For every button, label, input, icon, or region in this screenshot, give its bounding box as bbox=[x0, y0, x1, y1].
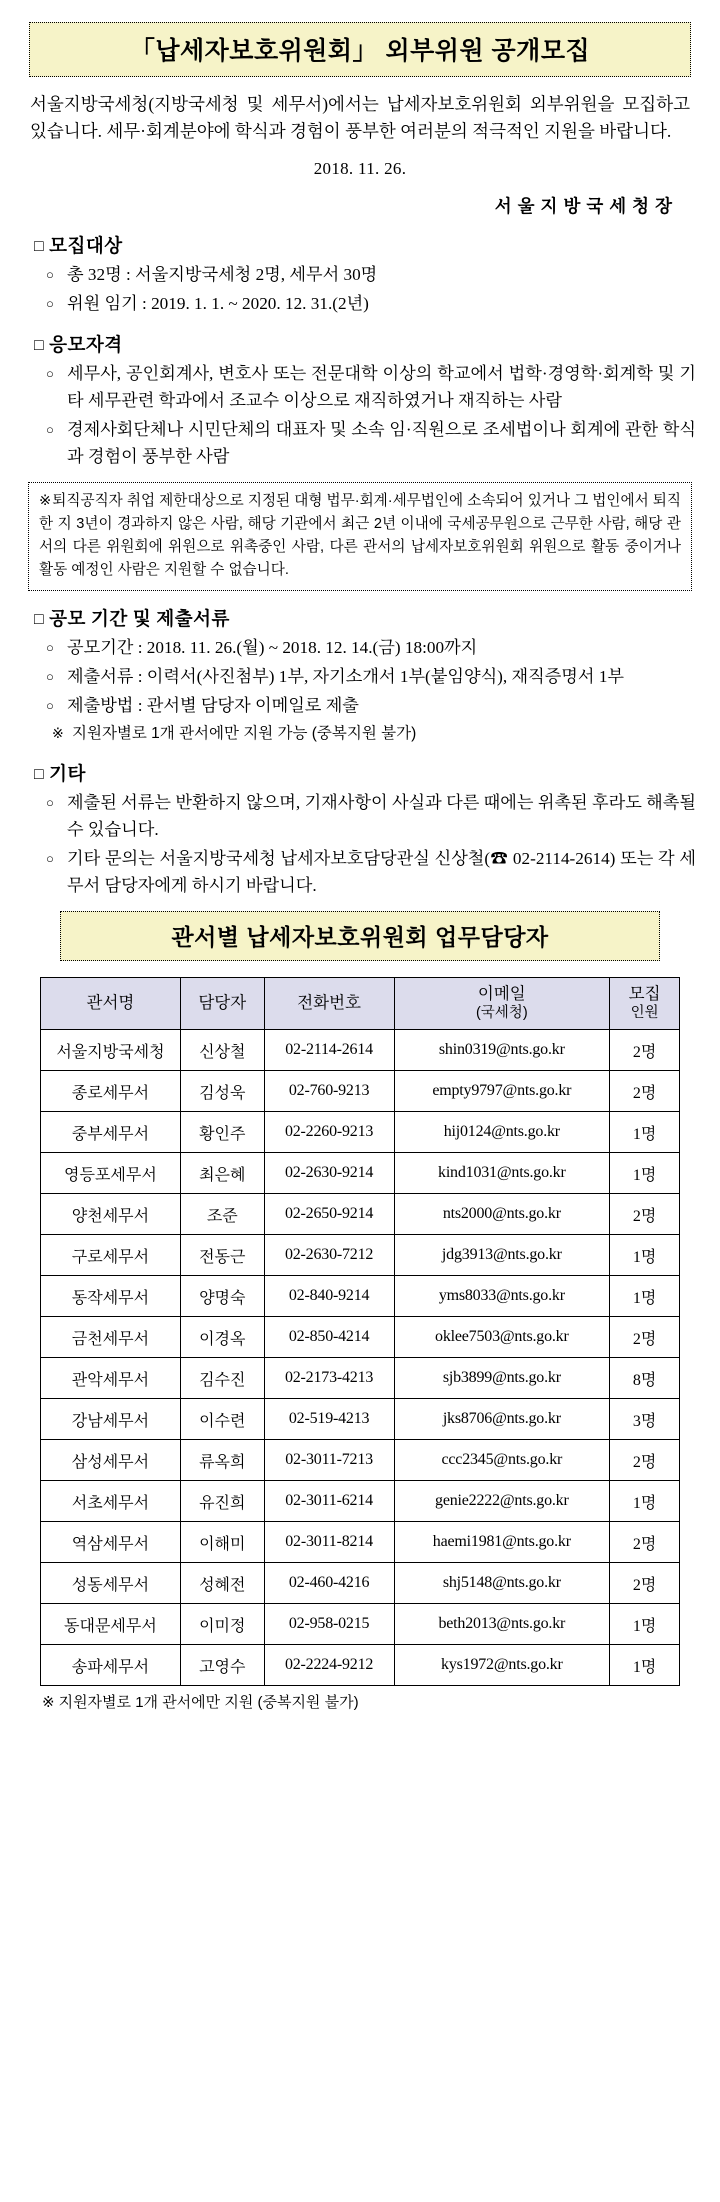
list-item-text: 경제사회단체나 시민단체의 대표자 및 소속 임·직원으로 조세법이나 회계에 관한 학식과 경험이 풍부한 사람 bbox=[67, 420, 696, 466]
cell-email: genie2222@nts.go.kr bbox=[394, 1481, 610, 1522]
cell-person: 이해미 bbox=[180, 1522, 264, 1563]
main-title-banner bbox=[29, 22, 691, 77]
cell-phone: 02-460-4216 bbox=[264, 1563, 394, 1604]
cell-email: hij0124@nts.go.kr bbox=[394, 1112, 610, 1153]
cell-office: 동대문세무서 bbox=[41, 1604, 181, 1645]
square-marker-icon: □ bbox=[34, 611, 45, 628]
section-heading-label: 모집대상 bbox=[49, 237, 123, 257]
list-item-text: 공모기간 : 2018. 11. 26.(월) ~ 2018. 12. 14.(금) 18:00까지 bbox=[67, 638, 478, 657]
cell-count: 1명 bbox=[610, 1235, 680, 1276]
cell-count: 3명 bbox=[610, 1399, 680, 1440]
cell-phone: 02-958-0215 bbox=[264, 1604, 394, 1645]
contacts-table-wrapper bbox=[40, 977, 680, 1686]
cell-count: 1명 bbox=[610, 1481, 680, 1522]
list-item bbox=[34, 261, 696, 288]
cell-person: 성혜전 bbox=[180, 1563, 264, 1604]
table-row bbox=[41, 1112, 680, 1153]
cell-person: 김성욱 bbox=[180, 1071, 264, 1112]
star-marker-icon: ※ bbox=[52, 725, 64, 741]
column-header-count bbox=[610, 978, 680, 1030]
section-heading-label: 공모 기간 및 제출서류 bbox=[49, 610, 230, 630]
table-row bbox=[41, 1235, 680, 1276]
list-item bbox=[34, 360, 696, 414]
table-row bbox=[41, 1153, 680, 1194]
cell-email: shj5148@nts.go.kr bbox=[394, 1563, 610, 1604]
table-body bbox=[41, 1030, 680, 1686]
list-item bbox=[34, 845, 696, 899]
cell-person: 유진희 bbox=[180, 1481, 264, 1522]
application-note-text: 지원자별로 1개 관서에만 지원 가능 (중복지원 불가) bbox=[72, 725, 417, 742]
cell-phone: 02-2650-9214 bbox=[264, 1194, 394, 1235]
cell-phone: 02-2260-9213 bbox=[264, 1112, 394, 1153]
table-footnote bbox=[40, 1691, 680, 1712]
list-item bbox=[34, 692, 696, 719]
cell-office: 성동세무서 bbox=[41, 1563, 181, 1604]
cell-person: 이경옥 bbox=[180, 1317, 264, 1358]
cell-person: 신상철 bbox=[180, 1030, 264, 1071]
intro-paragraph: 서울지방국세청(지방국세청 및 세무서)에서는 납세자보호위원회 외부위원을 모집하고 있습니다. 세무·회계분야에 학식과 경험이 풍부한 여러분의 적극적인 지원을 바랍니다. bbox=[30, 94, 690, 141]
column-header-count-sublabel: 인원 bbox=[630, 1004, 659, 1021]
cell-person: 고영수 bbox=[180, 1645, 264, 1686]
cell-email: shin0319@nts.go.kr bbox=[394, 1030, 610, 1071]
table-row bbox=[41, 1563, 680, 1604]
square-marker-icon: □ bbox=[34, 337, 45, 354]
cell-count: 2명 bbox=[610, 1317, 680, 1358]
circle-marker-icon: ○ bbox=[46, 640, 54, 655]
circle-marker-icon: ○ bbox=[46, 795, 54, 810]
table-row bbox=[41, 1481, 680, 1522]
cell-office: 구로세무서 bbox=[41, 1235, 181, 1276]
column-header-email-label: 이메일 bbox=[477, 984, 526, 1003]
table-row bbox=[41, 1276, 680, 1317]
cell-office: 관악세무서 bbox=[41, 1358, 181, 1399]
column-header-phone bbox=[264, 978, 394, 1030]
cell-email: kind1031@nts.go.kr bbox=[394, 1153, 610, 1194]
main-title-text: 「납세자보호위원회」 외부위원 공개모집 bbox=[129, 37, 591, 65]
table-row bbox=[41, 1399, 680, 1440]
list-item bbox=[34, 290, 696, 317]
column-header-email-sublabel: (국세청) bbox=[475, 1004, 528, 1021]
cell-office: 서울지방국세청 bbox=[41, 1030, 181, 1071]
cell-office: 역삼세무서 bbox=[41, 1522, 181, 1563]
cell-person: 이수련 bbox=[180, 1399, 264, 1440]
restriction-notice-box bbox=[28, 482, 692, 591]
list-item-text: 제출서류 : 이력서(사진첨부) 1부, 자기소개서 1부(붙임양식), 재직증명서 1부 bbox=[67, 667, 625, 686]
list-item bbox=[34, 634, 696, 661]
cell-office: 서초세무서 bbox=[41, 1481, 181, 1522]
document-page bbox=[0, 22, 720, 2202]
cell-email: beth2013@nts.go.kr bbox=[394, 1604, 610, 1645]
table-row bbox=[41, 1645, 680, 1686]
column-header-office-label: 관서명 bbox=[86, 994, 135, 1012]
section-heading bbox=[34, 331, 696, 357]
application-note bbox=[34, 721, 696, 746]
cell-phone: 02-2173-4213 bbox=[264, 1358, 394, 1399]
cell-office: 영등포세무서 bbox=[41, 1153, 181, 1194]
cell-count: 2명 bbox=[610, 1071, 680, 1112]
section-heading bbox=[34, 232, 696, 258]
table-row bbox=[41, 1522, 680, 1563]
list-item-text: 세무사, 공인회계사, 변호사 또는 전문대학 이상의 학교에서 법학·경영학·회계학 및 기타 세무관련 학과에서 조교수 이상으로 재직하였거나 재직하는 사람 bbox=[67, 364, 696, 410]
list-item bbox=[34, 416, 696, 470]
cell-phone: 02-3011-6214 bbox=[264, 1481, 394, 1522]
cell-phone: 02-3011-7213 bbox=[264, 1440, 394, 1481]
list-item-text: 기타 문의는 서울지방국세청 납세자보호담당관실 신상철(☎ 02-2114-2614) 또는 각 세무서 담당자에게 하시기 바랍니다. bbox=[67, 849, 696, 895]
cell-email: ccc2345@nts.go.kr bbox=[394, 1440, 610, 1481]
section-heading bbox=[34, 605, 696, 631]
section-eligibility bbox=[24, 331, 696, 470]
cell-person: 전동근 bbox=[180, 1235, 264, 1276]
cell-phone: 02-840-9214 bbox=[264, 1276, 394, 1317]
cell-count: 1명 bbox=[610, 1276, 680, 1317]
restriction-notice-text: 퇴직공직자 취업 제한대상으로 지정된 대형 법무·회계·세무법인에 소속되어 있거나 그 법인에서 퇴직한 지 3년이 경과하지 않은 사람, 해당 기관에서 최근 2년 이내에 국세공무원으로 근무한 사람, 해당 관서의 다른 위원회에 위원으로 위촉중인 사람, 다른 관서의 납세자보호위원회 위원으로 활동 중이거나 활동 예정인 사람은 지원할 수 없습니다. bbox=[39, 493, 681, 578]
cell-email: kys1972@nts.go.kr bbox=[394, 1645, 610, 1686]
cell-office: 종로세무서 bbox=[41, 1071, 181, 1112]
issuer-signature: 서울지방국세청장 bbox=[494, 196, 678, 216]
circle-marker-icon: ○ bbox=[46, 851, 54, 866]
cell-phone: 02-3011-8214 bbox=[264, 1522, 394, 1563]
circle-marker-icon: ○ bbox=[46, 267, 54, 282]
square-marker-icon: □ bbox=[34, 238, 45, 255]
cell-count: 1명 bbox=[610, 1112, 680, 1153]
cell-email: nts2000@nts.go.kr bbox=[394, 1194, 610, 1235]
section-application-period bbox=[24, 605, 696, 746]
table-row bbox=[41, 1071, 680, 1112]
list-item-text: 위원 임기 : 2019. 1. 1. ~ 2020. 12. 31.(2년) bbox=[67, 294, 369, 313]
circle-marker-icon: ○ bbox=[46, 296, 54, 311]
cell-phone: 02-2630-9214 bbox=[264, 1153, 394, 1194]
column-header-count-label: 모집 bbox=[628, 984, 661, 1003]
cell-email: yms8033@nts.go.kr bbox=[394, 1276, 610, 1317]
section-recruitment-target bbox=[24, 232, 696, 317]
issue-date: 2018. 11. 26. bbox=[313, 159, 407, 178]
square-marker-icon: □ bbox=[34, 766, 45, 783]
cell-email: oklee7503@nts.go.kr bbox=[394, 1317, 610, 1358]
cell-email: jks8706@nts.go.kr bbox=[394, 1399, 610, 1440]
section-other bbox=[24, 760, 696, 899]
list-item-text: 총 32명 : 서울지방국세청 2명, 세무서 30명 bbox=[67, 265, 378, 284]
column-header-phone-label: 전화번호 bbox=[297, 994, 361, 1012]
cell-phone: 02-2114-2614 bbox=[264, 1030, 394, 1071]
section-heading-label: 기타 bbox=[49, 765, 86, 785]
cell-office: 송파세무서 bbox=[41, 1645, 181, 1686]
table-row bbox=[41, 1604, 680, 1645]
cell-phone: 02-850-4214 bbox=[264, 1317, 394, 1358]
section-heading-label: 응모자격 bbox=[49, 336, 123, 356]
star-marker-icon: ※ bbox=[42, 1694, 55, 1711]
list-item-text: 제출된 서류는 반환하지 않으며, 기재사항이 사실과 다른 때에는 위촉된 후라도 해촉될 수 있습니다. bbox=[67, 793, 696, 839]
cell-count: 2명 bbox=[610, 1563, 680, 1604]
cell-count: 2명 bbox=[610, 1030, 680, 1071]
cell-person: 최은혜 bbox=[180, 1153, 264, 1194]
cell-office: 삼성세무서 bbox=[41, 1440, 181, 1481]
cell-count: 2명 bbox=[610, 1440, 680, 1481]
cell-count: 8명 bbox=[610, 1358, 680, 1399]
cell-count: 1명 bbox=[610, 1604, 680, 1645]
cell-phone: 02-760-9213 bbox=[264, 1071, 394, 1112]
cell-person: 조준 bbox=[180, 1194, 264, 1235]
cell-person: 황인주 bbox=[180, 1112, 264, 1153]
cell-count: 2명 bbox=[610, 1522, 680, 1563]
bottom-spacer bbox=[0, 1712, 720, 1742]
column-header-email bbox=[394, 978, 610, 1030]
table-row bbox=[41, 1358, 680, 1399]
list-item bbox=[34, 663, 696, 690]
cell-office: 동작세무서 bbox=[41, 1276, 181, 1317]
cell-person: 양명숙 bbox=[180, 1276, 264, 1317]
cell-email: sjb3899@nts.go.kr bbox=[394, 1358, 610, 1399]
cell-phone: 02-2630-7212 bbox=[264, 1235, 394, 1276]
circle-marker-icon: ○ bbox=[46, 698, 54, 713]
circle-marker-icon: ○ bbox=[46, 366, 54, 381]
column-header-person-label: 담당자 bbox=[198, 994, 247, 1012]
table-row bbox=[41, 1317, 680, 1358]
table-header bbox=[41, 978, 680, 1030]
table-title-text: 관서별 납세자보호위원회 업무담당자 bbox=[171, 924, 549, 950]
table-row bbox=[41, 1030, 680, 1071]
cell-phone: 02-2224-9212 bbox=[264, 1645, 394, 1686]
column-header-office bbox=[41, 978, 181, 1030]
cell-office: 금천세무서 bbox=[41, 1317, 181, 1358]
table-header-row bbox=[41, 978, 680, 1030]
cell-office: 강남세무서 bbox=[41, 1399, 181, 1440]
table-title-banner bbox=[60, 911, 660, 961]
cell-email: jdg3913@nts.go.kr bbox=[394, 1235, 610, 1276]
column-header-person bbox=[180, 978, 264, 1030]
cell-count: 2명 bbox=[610, 1194, 680, 1235]
list-item bbox=[34, 789, 696, 843]
cell-phone: 02-519-4213 bbox=[264, 1399, 394, 1440]
contacts-table bbox=[40, 977, 680, 1686]
cell-office: 양천세무서 bbox=[41, 1194, 181, 1235]
list-item-text: 제출방법 : 관서별 담당자 이메일로 제출 bbox=[67, 696, 359, 715]
section-heading bbox=[34, 760, 696, 786]
star-marker-icon: ※ bbox=[39, 493, 52, 509]
cell-email: haemi1981@nts.go.kr bbox=[394, 1522, 610, 1563]
cell-person: 이미정 bbox=[180, 1604, 264, 1645]
circle-marker-icon: ○ bbox=[46, 422, 54, 437]
cell-email: empty9797@nts.go.kr bbox=[394, 1071, 610, 1112]
table-row bbox=[41, 1440, 680, 1481]
cell-person: 김수진 bbox=[180, 1358, 264, 1399]
cell-office: 중부세무서 bbox=[41, 1112, 181, 1153]
table-row bbox=[41, 1194, 680, 1235]
table-footnote-text: 지원자별로 1개 관서에만 지원 (중복지원 불가) bbox=[58, 1694, 359, 1711]
cell-count: 1명 bbox=[610, 1645, 680, 1686]
cell-person: 류옥희 bbox=[180, 1440, 264, 1481]
circle-marker-icon: ○ bbox=[46, 669, 54, 684]
cell-count: 1명 bbox=[610, 1153, 680, 1194]
